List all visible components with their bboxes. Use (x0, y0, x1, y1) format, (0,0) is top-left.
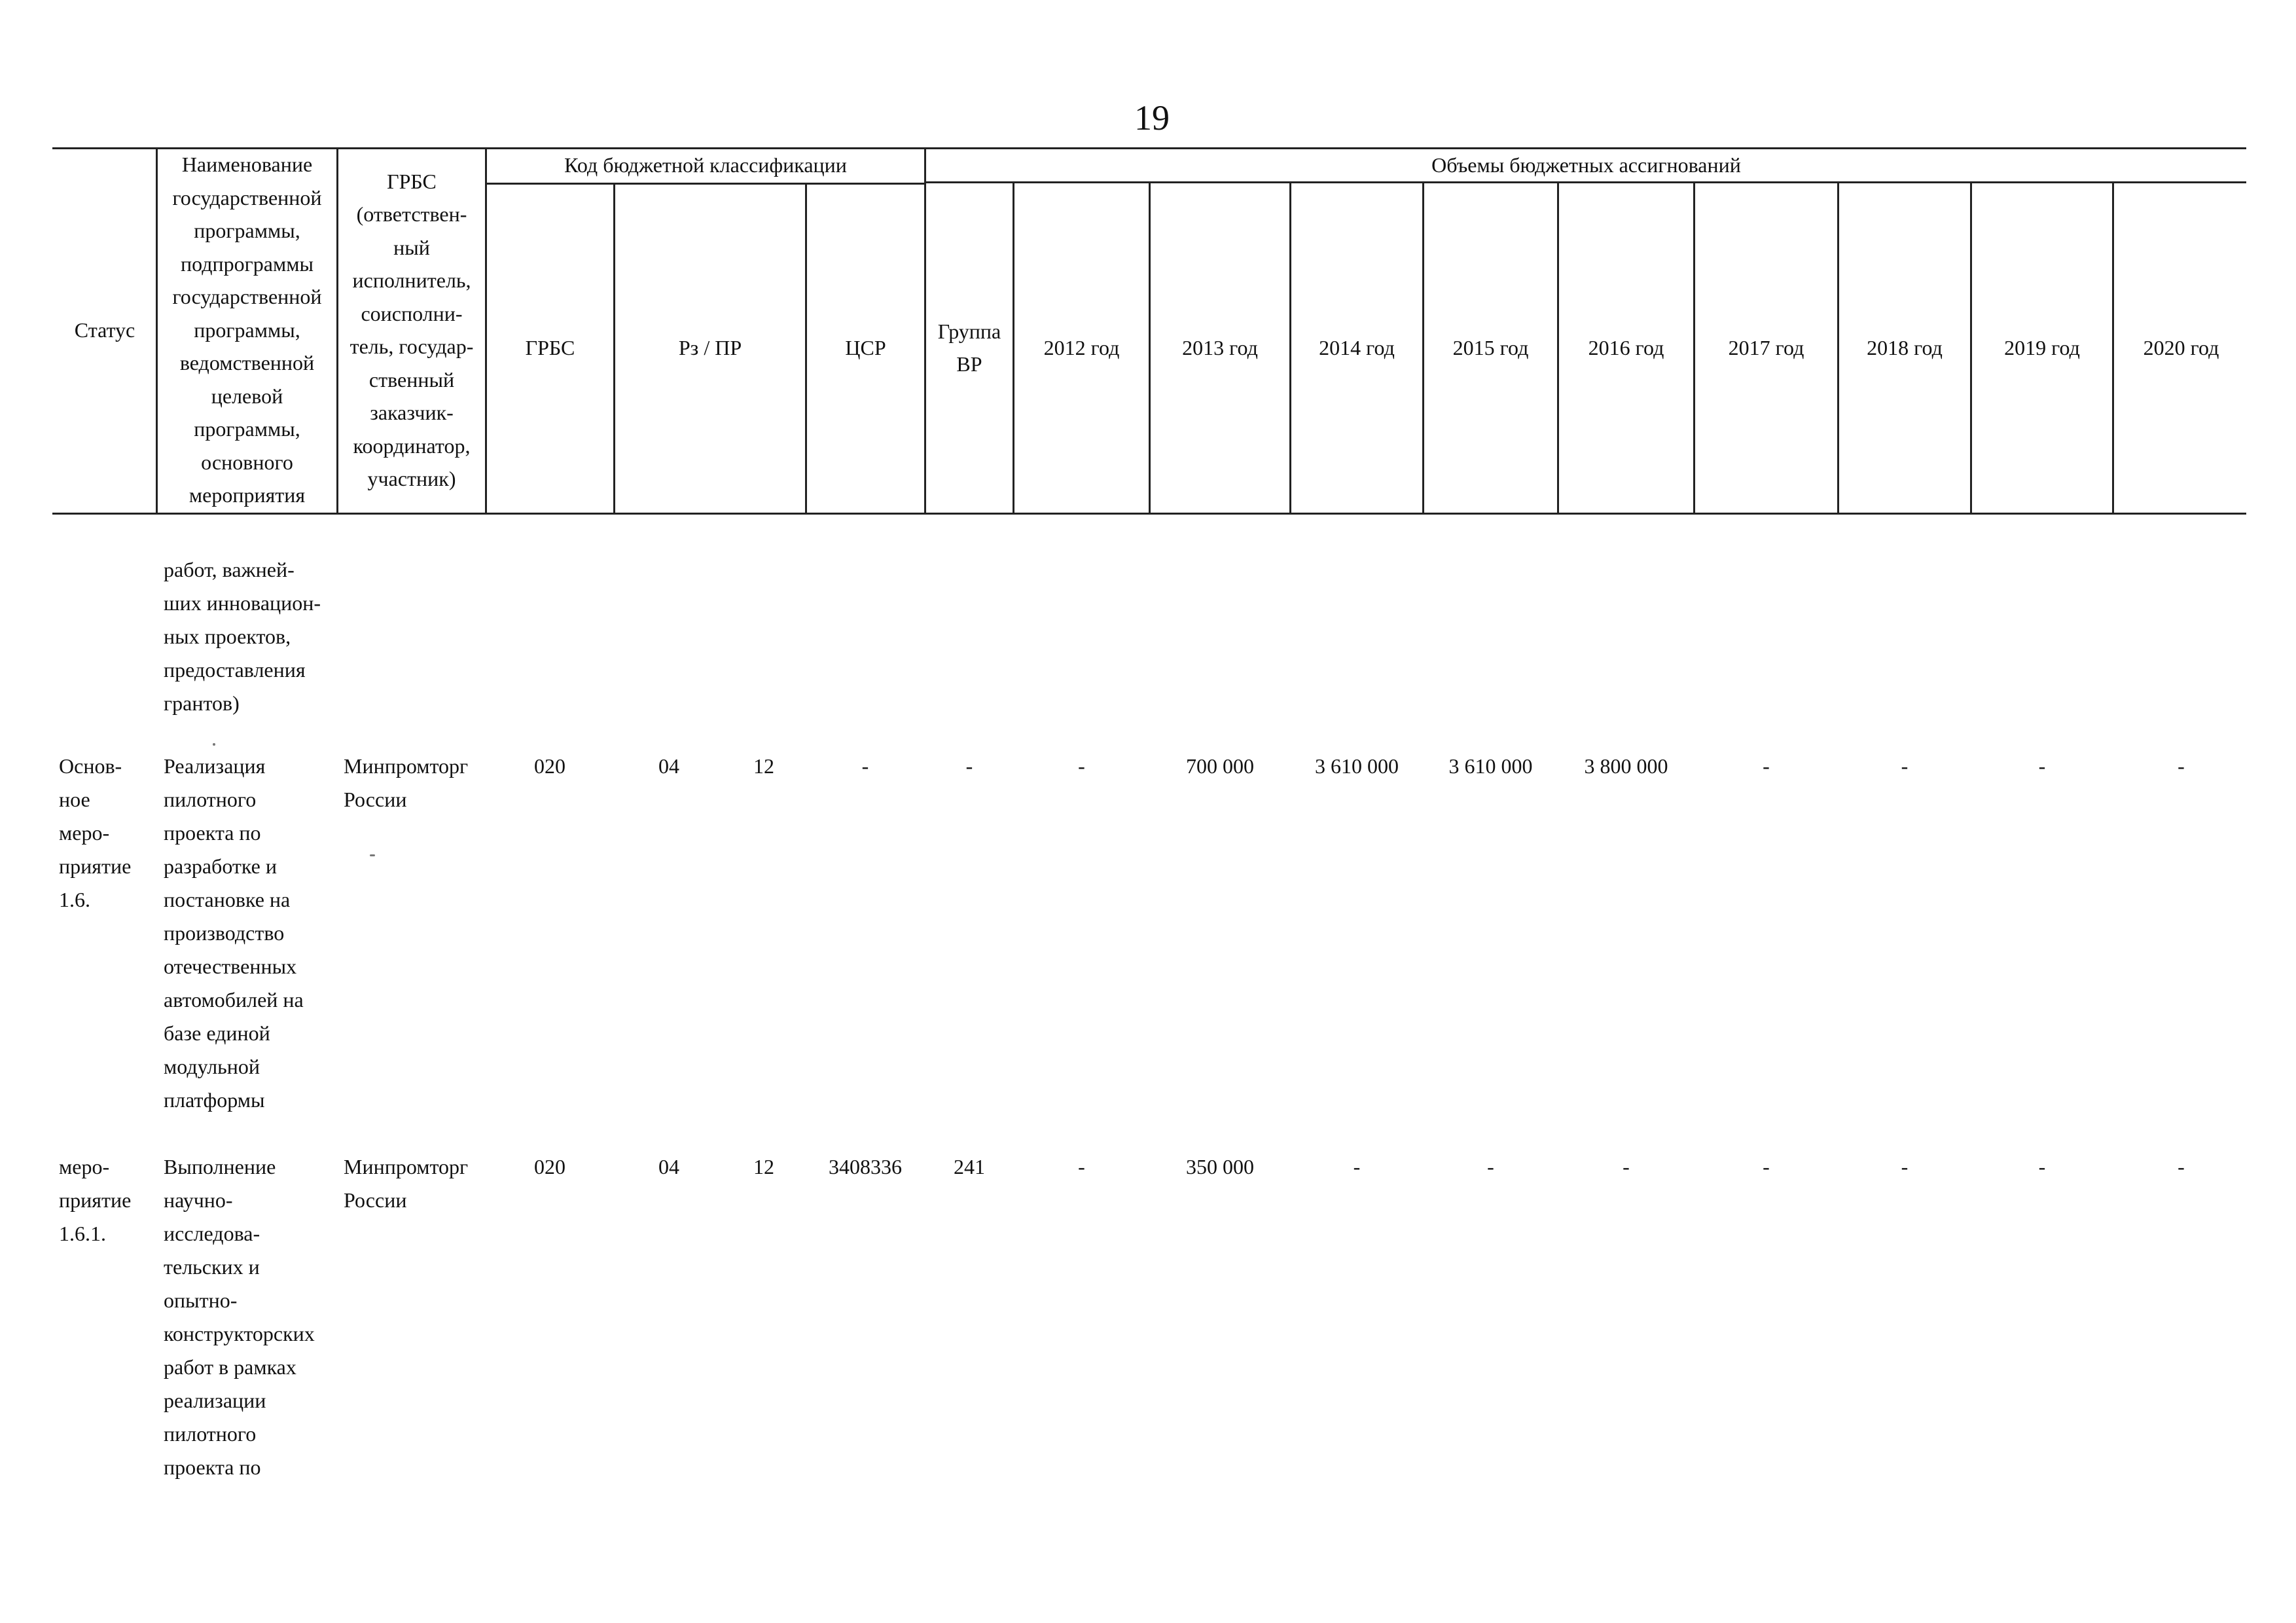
row-value: 700 000 (1186, 754, 1254, 778)
row-vr: 241 (954, 1155, 985, 1178)
header-grbs-full: ГРБС (ответствен- ный исполнитель, соисполни- тель, государ- ственный заказчик- координатор, участник) (350, 169, 474, 490)
row-grbs: 020 (534, 1155, 565, 1178)
row-grbs-name: Минпромторг России (344, 1155, 469, 1212)
row-value: - (2038, 754, 2046, 778)
row-value: - (1487, 1155, 1494, 1178)
row-value: - (1353, 1155, 1361, 1178)
header-name: Наименование государственной программы, подпрограммы государственной программы, ведомственной целевой программы, основного мероприятия (172, 153, 322, 507)
page-number: 19 (1134, 98, 1170, 137)
row-csr: 3408336 (829, 1155, 902, 1178)
header-group-vr: Группа ВР (937, 319, 1001, 376)
row-name: Реализация пилотного проекта по разработке и постановке на производство отечественных автомобилей на базе единой модульной платформы (164, 754, 304, 1112)
header-status: Статус (74, 318, 135, 342)
header-year: 2015 год (1452, 335, 1529, 359)
header-year: 2020 год (2143, 335, 2219, 359)
row-csr: - (861, 754, 869, 778)
header-year: 2017 год (1728, 335, 1804, 359)
row-value: - (1901, 1155, 1909, 1178)
row-vr: - (965, 754, 973, 778)
row-value: - (1763, 754, 1770, 778)
row-value: - (1078, 1155, 1085, 1178)
row-value: 3 610 000 (1448, 754, 1533, 778)
header-bottom-rule (52, 513, 2246, 515)
row-value: - (1623, 1155, 1630, 1178)
row-name: работ, важней- ших инновацион- ных проектов, предоставления грантов) (164, 558, 321, 715)
row-name: Выполнение научно- исследова- тельских и опытно- конструкторских работ в рамках реализации пилотного проекта по (164, 1155, 315, 1479)
header-year: 2012 год (1043, 335, 1120, 359)
header-rz-pr: Рз / ПР (678, 335, 742, 359)
header-year: 2018 год (1867, 335, 1943, 359)
header-grbs: ГРБС (525, 335, 575, 359)
row-grbs-name: Минпромторг России (344, 754, 469, 811)
row-value: - (2178, 1155, 2185, 1178)
row-value: - (1763, 1155, 1770, 1178)
row-pr: 12 (753, 754, 774, 778)
row-grbs: 020 (534, 754, 565, 778)
header-appropriations: Объемы бюджетных ассигнований (1431, 153, 1741, 177)
row-value: 3 800 000 (1584, 754, 1668, 778)
row-value: - (2038, 1155, 2046, 1178)
row-rz: 04 (658, 1155, 679, 1178)
header-year: 2013 год (1182, 335, 1258, 359)
row-value: - (1901, 754, 1909, 778)
header-year: 2019 год (2004, 335, 2080, 359)
header-csr: ЦСР (845, 335, 886, 359)
row-status: меро- приятие 1.6.1. (59, 1155, 132, 1245)
row-pr: 12 (753, 1155, 774, 1178)
header-year: 2014 год (1319, 335, 1395, 359)
row-value: - (1078, 754, 1085, 778)
row-rz: 04 (658, 754, 679, 778)
row-value: 3 610 000 (1315, 754, 1399, 778)
header-budget-code: Код бюджетной классификации (564, 153, 847, 177)
header-year: 2016 год (1588, 335, 1664, 359)
scan-speck (213, 743, 215, 746)
row-status: Основ- ное меро- приятие 1.6. (59, 754, 132, 911)
row-value: - (2178, 754, 2185, 778)
scan-speck (370, 854, 375, 856)
row-value: 350 000 (1186, 1155, 1254, 1178)
